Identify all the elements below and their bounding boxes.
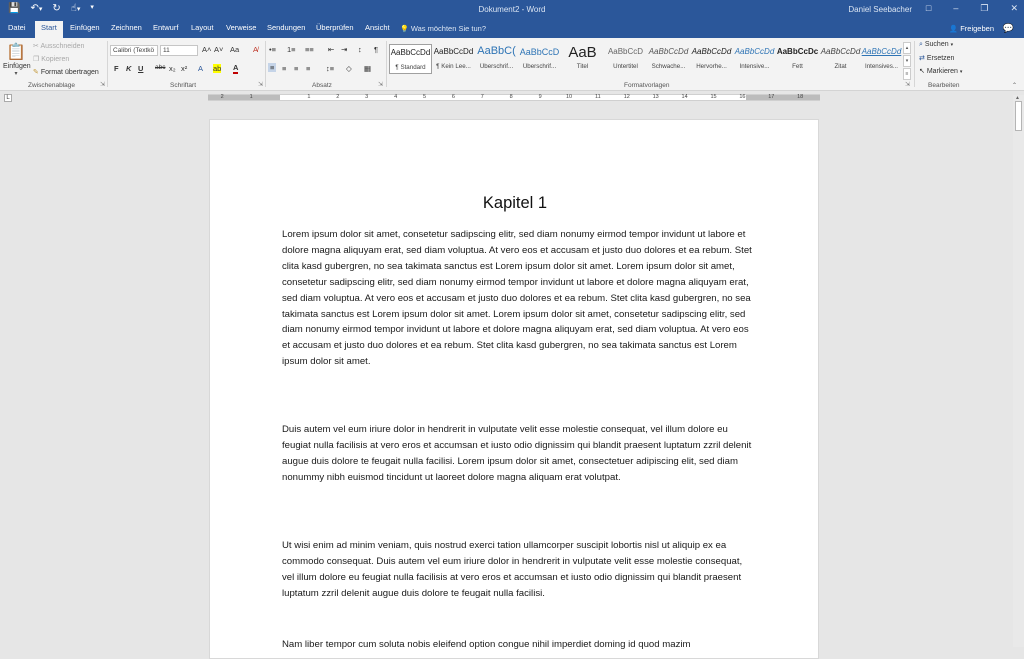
underline-button[interactable]: U [138, 64, 144, 73]
search-icon: ⌕ [919, 41, 923, 48]
paragraph[interactable]: Lorem ipsum dolor sit amet, consetetur sadipscing elitr, sed diam nonumy eirmod tempor invidunt ut labore et dolore magna aliquyam erat, sed diam voluptua. At vero eos et accusam et justo duo dolores et ea rebum. Stet clita kasd gubergren, no sea takimata sanctus est Lorem ipsum dolor sit amet. Lorem ipsum dolor sit amet, consetetur sadipscing elitr, sed diam nonumy eirmod tempor invidunt ut labore et dolore magna aliquyam erat, sed diam voluptua. At vero eos et accusam et justo duo dolores et ea rebum. Stet clita kasd gubergren, no sea takimata sanctus est Lorem ipsum dolor sit amet. Lorem ipsum dolor sit amet, consetetur sadipscing elitr, sed diam nonumy eirmod tempor invidunt ut labore et dolore magna aliquyam erat, sed diam voluptua. At vero eos et accusam et justo duo dolores et ea rebum. Stet clita kasd gubergren, no sea takimata sanctus est Lorem ipsum dolor sit amet. [282, 229, 752, 368]
ruler-number: 1 [307, 94, 311, 100]
ruler-number: 16 [739, 94, 746, 100]
tab-entwurf[interactable]: Entwurf [153, 23, 179, 32]
tab-zeichnen[interactable]: Zeichnen [111, 23, 142, 32]
group-label-font: Schriftart [170, 82, 197, 89]
cut-label: Ausschneiden [40, 43, 85, 50]
style-name: Überschrif... [522, 63, 557, 70]
ribbon [0, 38, 1024, 91]
font-size-value: 11 [163, 47, 170, 54]
ruler-number: 9 [538, 94, 542, 100]
style-name: Intensives... [864, 63, 899, 70]
collapse-ribbon-icon[interactable]: ⌃ [1012, 83, 1018, 89]
group-label-paragraph: Absatz [312, 82, 332, 89]
scroll-up-icon[interactable]: ▲ [1015, 95, 1020, 101]
minimize-icon[interactable]: – [953, 3, 959, 13]
share-icon: 👤 [949, 26, 959, 33]
style-preview: AaBbCcDd [390, 48, 431, 57]
document-heading[interactable]: Kapitel 1 [482, 194, 548, 212]
undo-glyph: ↶ [30, 3, 39, 14]
style-preview: AaBbCcDd [648, 47, 689, 56]
style-preview: AaBbCcDd [691, 47, 732, 56]
window-controls [926, 3, 1018, 14]
ruler-right-margin [746, 95, 820, 100]
text-effects-button[interactable]: A [198, 64, 204, 73]
ruler-number: 11 [595, 94, 601, 100]
bold-button[interactable]: F [114, 64, 119, 73]
ruler-number: 1 [249, 94, 253, 100]
ruler-number: 2 [220, 94, 224, 100]
ruler-number: 5 [422, 94, 427, 100]
ribbon-separator [107, 41, 108, 87]
tab-verweise[interactable]: Verweise [226, 23, 257, 32]
copy-icon: ❐ [33, 56, 40, 63]
gallery-scroll-down-icon[interactable]: ▾ [903, 55, 911, 67]
style-preview: AaBbCcDc [776, 47, 819, 56]
paragraph-launcher-icon[interactable]: ⇲ [378, 82, 384, 88]
ruler-number: 8 [509, 94, 513, 100]
group-label-editing: Bearbeiten [928, 82, 960, 89]
line-spacing-button[interactable]: ↕≡ [326, 64, 335, 73]
restore-icon[interactable]: ❐ [980, 3, 989, 13]
ruler-left-margin [208, 95, 280, 100]
ruler-number: 17 [768, 94, 775, 100]
tab-selector[interactable]: L [4, 94, 12, 102]
paragraph[interactable]: Ut wisi enim ad minim veniam, quis nostrud exerci tation ullamcorper suscipit lobortis nisl ut aliquip ex ea commodo consequat. Duis autem vel eum iriure dolor in hendrerit in vulputate velit esse molestie consequat, vel illum dolore eu feugiat nulla facilisis at vero eros et accumsan et iusto odio dignissim qui blandit praesent luptatum zzril delenit augue duis dolore te feugait nulla facilisi. [282, 540, 743, 599]
ruler-number: 7 [480, 94, 484, 100]
style-name: Schwache... [651, 63, 686, 70]
style-name: ¶ Standard [395, 64, 426, 71]
find-label: Suchen [924, 41, 949, 48]
style-title[interactable] [561, 44, 604, 74]
ruler-number: 3 [365, 94, 369, 100]
select-dropdown-icon: ▾ [959, 69, 963, 75]
tab-start[interactable]: Start [35, 21, 63, 38]
highlight-button[interactable]: ab [213, 64, 222, 73]
replace-icon: ⇄ [919, 55, 925, 62]
style-preview: AaBbCcDd [820, 47, 861, 56]
gallery-scroll-up-icon[interactable]: ▴ [903, 42, 911, 54]
align-left-button[interactable]: ≡ [270, 63, 275, 72]
horizontal-ruler[interactable] [208, 94, 820, 101]
scrollbar-thumb[interactable] [1015, 101, 1022, 131]
tab-sendungen[interactable]: Sendungen [267, 23, 306, 32]
style-heading-1[interactable] [475, 44, 518, 74]
change-case-button[interactable]: Aa [230, 45, 240, 54]
style-intense-emphasis[interactable] [733, 44, 776, 74]
ruler-number: 13 [652, 94, 659, 100]
scissors-icon: ✂ [33, 43, 39, 50]
group-label-styles: Formatvorlagen [624, 82, 670, 89]
user-name[interactable]: Daniel Seebacher [848, 5, 912, 14]
ruler-number: 14 [681, 94, 688, 100]
vertical-scrollbar[interactable] [1013, 95, 1024, 647]
style-standard[interactable] [389, 44, 432, 74]
font-name-combo[interactable] [110, 45, 158, 56]
grow-font-button[interactable]: A˄ [202, 45, 212, 54]
select-button[interactable] [919, 67, 962, 75]
style-name: Zitat [834, 63, 847, 70]
tell-me-search[interactable] [400, 24, 486, 33]
share-label: Freigeben [960, 24, 994, 33]
share-button[interactable] [949, 24, 994, 33]
font-name-value: Calibri (Textkö [113, 47, 155, 54]
tab-layout[interactable]: Layout [191, 23, 214, 32]
format-painter-label: Format übertragen [40, 69, 99, 76]
style-preview: AaBbC( [477, 45, 516, 57]
justify-button[interactable]: ≡ [306, 64, 311, 73]
subscript-button[interactable]: x₂ [169, 64, 176, 73]
align-center-button[interactable]: ≡ [282, 64, 287, 73]
style-name: Hervorhe... [696, 63, 727, 70]
ruler-number: 10 [565, 94, 573, 100]
bullets-button[interactable]: •≡ [269, 45, 277, 54]
ruler-number: 2 [336, 94, 340, 100]
lightbulb-icon: 💡 [400, 26, 409, 33]
close-icon[interactable]: ✕ [1010, 3, 1018, 13]
find-dropdown-icon: ▾ [950, 42, 954, 48]
clear-formatting-button[interactable]: A̸ [253, 45, 259, 54]
comment-icon[interactable]: 💬 [1002, 23, 1014, 33]
copy-label: Kopieren [41, 56, 70, 63]
touch-dropdown-icon[interactable]: ▾ [76, 6, 81, 13]
document-page[interactable] [209, 119, 819, 659]
style-name: Überschrif... [479, 63, 514, 70]
gallery-more-icon[interactable]: ≡ [903, 68, 911, 80]
style-intense-quote[interactable] [860, 44, 903, 74]
redo-icon[interactable]: ↻ [52, 3, 61, 14]
undo-dropdown-icon[interactable]: ▾ [38, 6, 43, 13]
tab-datei[interactable]: Datei [8, 23, 26, 32]
paste-label: Einfügen [3, 63, 31, 70]
tell-me-text: Was möchten Sie tun? [410, 24, 486, 33]
document-title: Dokument2 - Word [478, 5, 546, 14]
shrink-font-button[interactable]: A˅ [214, 45, 224, 54]
ruler-number: 4 [394, 94, 398, 100]
ribbon-tab-bar [0, 20, 1024, 38]
font-size-combo[interactable] [160, 45, 198, 56]
brush-icon: ✎ [33, 69, 39, 76]
select-label: Markieren [926, 68, 958, 75]
paragraph[interactable]: Nam liber tempor cum soluta nobis eleifend option congue nihil imperdiet doming id quod mazim [282, 639, 691, 650]
style-preview: AaBbCcDd [861, 47, 902, 56]
shading-button[interactable]: ◇ [346, 64, 352, 73]
numbering-button[interactable]: 1≡ [287, 45, 296, 54]
superscript-button[interactable]: x² [181, 64, 188, 73]
cut-button[interactable] [33, 42, 84, 50]
style-subtitle[interactable] [604, 44, 647, 74]
touch-glyph: ☝ [70, 3, 77, 14]
style-preview: AaBbCcD [519, 47, 560, 57]
find-button[interactable] [919, 41, 953, 49]
paragraph[interactable]: Duis autem vel eum iriure dolor in hendrerit in vulputate velit esse molestie consequat, vel illum dolore eu feugiat nulla facilisis at vero eros et accumsan et iusto odio dignissim qui blandit praesent luptatum zzril delenit augue duis dolore te feugait nulla facilisi. Lorem ipsum dolor sit amet, consectetuer adipiscing elit, sed diam nonummy nibh euismod tincidunt ut laoreet dolore magna aliquam erat volutpat. [282, 424, 752, 483]
ribbon-display-options-icon[interactable]: □ [925, 3, 932, 13]
save-icon[interactable]: 💾 [8, 3, 21, 14]
style-no-spacing[interactable] [432, 44, 475, 74]
ribbon-separator [386, 41, 387, 87]
copy-button[interactable] [33, 55, 69, 63]
styles-launcher-icon[interactable]: ⇲ [905, 82, 911, 88]
ruler-number: 15 [710, 94, 717, 100]
decrease-indent-button[interactable]: ⇤ [328, 45, 335, 54]
tab-ueberpruefen[interactable]: Überprüfen [316, 23, 354, 32]
style-name: Intensive... [739, 63, 770, 70]
ruler-number: 12 [623, 94, 630, 100]
clipboard-launcher-icon[interactable]: ⇲ [100, 82, 106, 88]
italic-button[interactable]: K [126, 64, 132, 73]
style-preview: AaBbCcDd [433, 47, 474, 56]
tab-ansicht[interactable]: Ansicht [365, 23, 390, 32]
style-name: Untertitel [613, 63, 638, 70]
style-strong[interactable] [776, 44, 819, 74]
sort-button[interactable]: ↕ [358, 45, 362, 54]
ribbon-separator [265, 41, 266, 87]
style-subtle-emphasis[interactable] [647, 44, 690, 74]
tab-einfuegen[interactable]: Einfügen [70, 23, 100, 32]
style-name: Titel [576, 63, 589, 70]
select-icon: ↖ [919, 68, 925, 75]
borders-button[interactable]: ▦ [364, 64, 372, 73]
replace-button[interactable] [919, 54, 954, 62]
multilevel-list-button[interactable]: ≡≡ [305, 45, 314, 54]
style-heading-2[interactable] [518, 44, 561, 74]
group-label-clipboard: Zwischenablage [28, 82, 75, 89]
paste-dropdown-icon[interactable]: ▾ [14, 71, 18, 77]
ribbon-separator [914, 41, 915, 87]
increase-indent-button[interactable]: ⇥ [341, 45, 348, 54]
style-name: ¶ Kein Lee... [436, 63, 471, 70]
strikethrough-button[interactable]: abc [155, 64, 166, 71]
ruler-number: 18 [797, 94, 804, 100]
style-emphasis[interactable] [690, 44, 733, 74]
style-preview: AaBbCcD [607, 47, 644, 56]
ruler-number: 6 [451, 94, 455, 100]
style-quote[interactable] [819, 44, 862, 74]
style-name: Fett [792, 63, 803, 70]
replace-label: Ersetzen [926, 55, 955, 62]
show-marks-button[interactable]: ¶ [374, 45, 379, 54]
paste-button[interactable] [3, 42, 29, 82]
font-color-button[interactable]: A [233, 63, 239, 72]
paste-icon: 📋 [6, 44, 26, 61]
style-preview: AaBbCcDd [734, 47, 775, 56]
align-right-button[interactable]: ≡ [294, 64, 299, 73]
format-painter-button[interactable] [33, 68, 99, 76]
title-bar [0, 0, 1024, 20]
customize-qat-icon[interactable]: ▾ [90, 4, 94, 11]
style-preview: AaB [568, 44, 597, 61]
font-launcher-icon[interactable]: ⇲ [258, 82, 264, 88]
